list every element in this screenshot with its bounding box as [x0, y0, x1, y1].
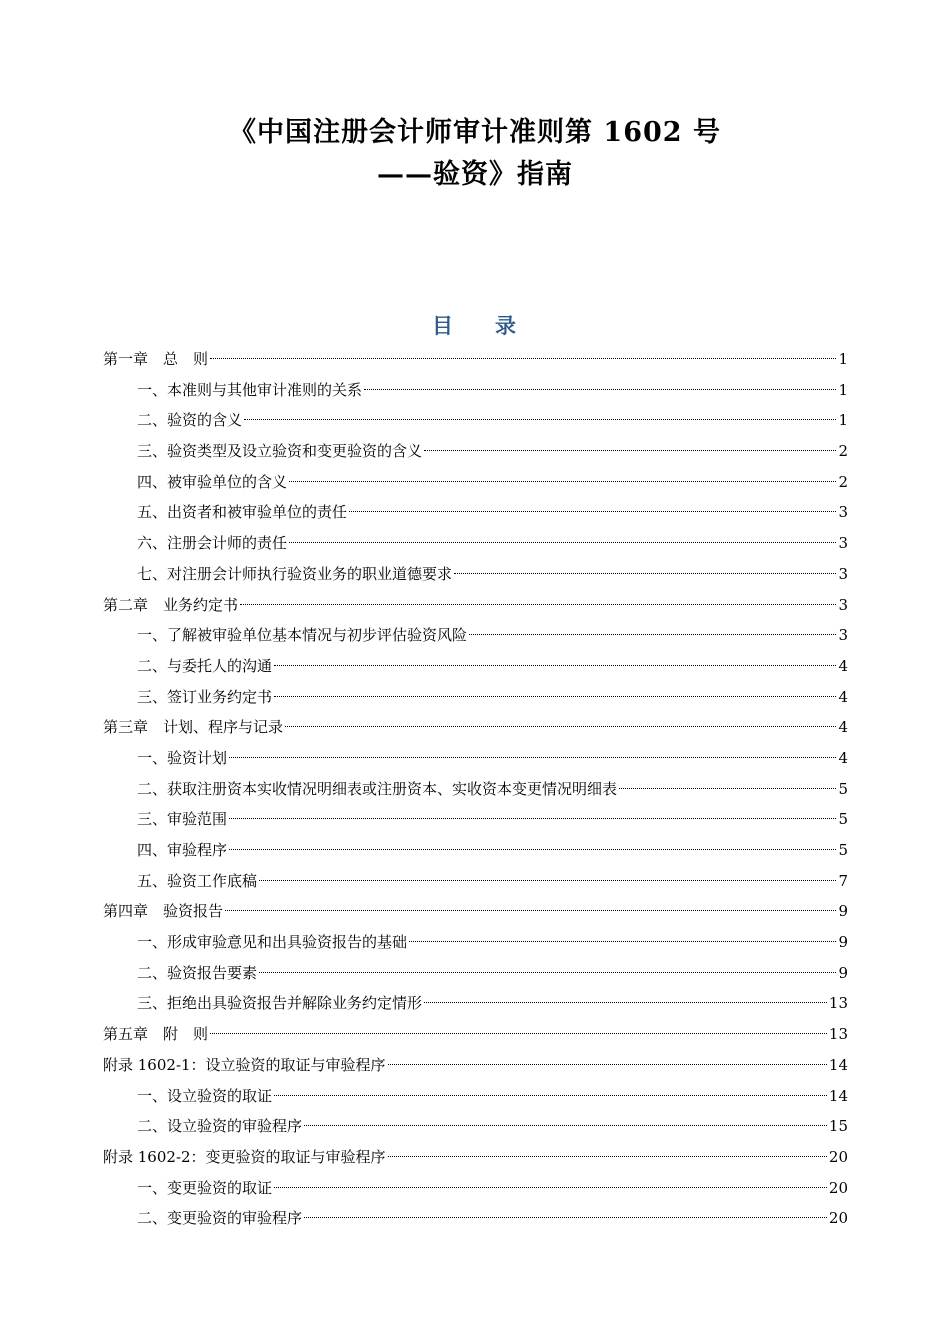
toc-dot-leader [304, 1217, 827, 1218]
toc-entry-title: 第二章 业务约定书 [103, 595, 239, 614]
toc-dot-leader [469, 634, 836, 635]
toc-dot-leader [304, 1125, 827, 1126]
toc-section-entry[interactable] [103, 1111, 848, 1142]
toc-section-entry[interactable] [103, 651, 848, 682]
toc-page-number: 20 [828, 1209, 848, 1228]
toc-dot-leader [244, 419, 836, 420]
toc-dot-leader [388, 1064, 827, 1065]
toc-dot-leader [225, 910, 836, 911]
toc-dot-leader [229, 757, 836, 758]
toc-page-number: 4 [838, 718, 848, 737]
toc-section-entry[interactable] [103, 927, 848, 958]
toc-section-entry[interactable] [103, 436, 848, 467]
toc-entry-title: 四、被审验单位的含义 [137, 472, 288, 491]
toc-entry-title: 三、审验范围 [137, 810, 228, 829]
toc-entry-title: 一、设立验资的取证 [137, 1086, 273, 1105]
toc-section-entry[interactable] [103, 988, 848, 1019]
toc-dot-leader [289, 542, 836, 543]
toc-entry-title: 一、验资计划 [137, 748, 228, 767]
toc-entry-title: 三、拒绝出具验资报告并解除业务约定情形 [137, 994, 423, 1013]
toc-page-number: 14 [828, 1055, 848, 1074]
toc-section-entry[interactable] [103, 958, 848, 989]
toc-dot-leader [274, 696, 836, 697]
document-title-line-1: 《中国注册会计师审计准则第 1602 号 [229, 117, 721, 148]
toc-page-number: 4 [838, 748, 848, 767]
toc-section-entry[interactable] [103, 835, 848, 866]
toc-dot-leader [229, 849, 836, 850]
toc-dot-leader [274, 1095, 827, 1096]
toc-section-entry[interactable] [103, 743, 848, 774]
toc-section-entry[interactable] [103, 405, 848, 436]
toc-section-entry[interactable] [103, 866, 848, 897]
toc-page-number: 13 [828, 1025, 848, 1044]
toc-page-number: 3 [838, 564, 848, 583]
toc-entry-title: 七、对注册会计师执行验资业务的职业道德要求 [137, 564, 453, 583]
toc-chapter-entry[interactable] [103, 1050, 848, 1081]
toc-page-number: 1 [838, 380, 848, 399]
toc-entry-title: 六、注册会计师的责任 [137, 534, 288, 553]
toc-page-number: 1 [838, 411, 848, 430]
toc-page-number: 5 [838, 779, 848, 798]
toc-page-number: 4 [838, 687, 848, 706]
toc-dot-leader [210, 1033, 827, 1034]
toc-entry-title: 第三章 计划、程序与记录 [103, 718, 284, 737]
toc-entry-title: 第一章 总 则 [103, 350, 209, 368]
toc-heading-char-2: 录 [495, 314, 518, 338]
toc-dot-leader [424, 450, 836, 451]
document-title-line-2: ——验资》指南 [377, 159, 573, 190]
toc-page-number: 3 [838, 534, 848, 553]
toc-dot-leader [409, 941, 836, 942]
toc-section-entry[interactable] [103, 1203, 848, 1234]
toc-entry-title: 第四章 验资报告 [103, 902, 224, 921]
toc-entry-title: 二、验资报告要素 [137, 963, 258, 982]
toc-page-number: 9 [838, 963, 848, 982]
toc-entry-title: 附录 1602-1：设立验资的取证与审验程序 [103, 1055, 386, 1074]
toc-dot-leader [364, 389, 836, 390]
toc-chapter-entry[interactable] [103, 344, 848, 375]
toc-section-entry[interactable] [103, 559, 848, 590]
toc-chapter-entry[interactable] [103, 590, 848, 621]
toc-page-number: 13 [828, 994, 848, 1013]
toc-dot-leader [240, 604, 836, 605]
toc-page-number: 5 [838, 841, 848, 859]
toc-page-number: 9 [838, 933, 848, 952]
toc-chapter-entry[interactable] [103, 712, 848, 743]
toc-entry-title: 四、审验程序 [137, 841, 228, 859]
toc-heading [0, 310, 950, 340]
toc-page-number: 20 [828, 1178, 848, 1197]
toc-entry-title: 附录 1602-2：变更验资的取证与审验程序 [103, 1147, 386, 1166]
toc-dot-leader [424, 1002, 827, 1003]
toc-entry-title: 五、出资者和被审验单位的责任 [137, 503, 348, 522]
toc-chapter-entry[interactable] [103, 1142, 848, 1173]
toc-dot-leader [274, 1187, 827, 1188]
toc-page-number: 4 [838, 656, 848, 675]
toc-dot-leader [619, 788, 836, 789]
toc-chapter-entry[interactable] [103, 896, 848, 927]
toc-section-entry[interactable] [103, 467, 848, 498]
toc-section-entry[interactable] [103, 1081, 848, 1112]
toc-dot-leader [259, 972, 836, 973]
toc-entry-title: 五、验资工作底稿 [137, 871, 258, 890]
toc-section-entry[interactable] [103, 497, 848, 528]
toc-page-number: 3 [838, 595, 848, 614]
toc-page-number: 7 [838, 871, 848, 890]
toc-entry-title: 三、签订业务约定书 [137, 687, 273, 706]
toc-page-number: 2 [838, 472, 848, 491]
toc-entry-title: 二、验资的含义 [137, 411, 243, 430]
document-title [0, 112, 950, 196]
toc-heading-char-1: 目 [432, 314, 455, 338]
toc-section-entry[interactable] [103, 528, 848, 559]
toc-page-number: 9 [838, 902, 848, 921]
toc-entry-title: 一、变更验资的取证 [137, 1178, 273, 1197]
toc-dot-leader [388, 1156, 827, 1157]
toc-page-number: 20 [828, 1147, 848, 1166]
toc-page-number: 5 [838, 810, 848, 829]
toc-chapter-entry[interactable] [103, 1019, 848, 1050]
toc-entry-title: 一、形成审验意见和出具验资报告的基础 [137, 933, 408, 952]
toc-section-entry[interactable] [103, 620, 848, 651]
toc-list [103, 344, 848, 1234]
toc-dot-leader [229, 818, 836, 819]
toc-page-number: 3 [838, 626, 848, 645]
toc-page-number: 2 [838, 442, 848, 461]
toc-entry-title: 第五章 附 则 [103, 1025, 209, 1044]
toc-dot-leader [274, 665, 836, 666]
toc-dot-leader [259, 880, 836, 881]
toc-page-number: 14 [828, 1086, 848, 1105]
toc-dot-leader [210, 358, 836, 359]
toc-entry-title: 一、了解被审验单位基本情况与初步评估验资风险 [137, 626, 468, 645]
toc-section-entry[interactable] [103, 682, 848, 713]
toc-dot-leader [454, 573, 836, 574]
toc-dot-leader [285, 726, 836, 727]
toc-section-entry[interactable] [103, 804, 848, 835]
toc-entry-title: 二、与委托人的沟通 [137, 656, 273, 675]
toc-dot-leader [349, 511, 836, 512]
toc-section-entry[interactable] [103, 1173, 848, 1204]
toc-section-entry[interactable] [103, 375, 848, 406]
toc-dot-leader [289, 481, 836, 482]
toc-entry-title: 二、变更验资的审验程序 [137, 1209, 303, 1228]
toc-entry-title: 三、验资类型及设立验资和变更验资的含义 [137, 442, 423, 461]
toc-entry-title: 二、获取注册资本实收情况明细表或注册资本、实收资本变更情况明细表 [137, 779, 618, 798]
toc-section-entry[interactable] [103, 774, 848, 805]
toc-page-number: 15 [828, 1117, 848, 1136]
toc-entry-title: 二、设立验资的审验程序 [137, 1117, 303, 1136]
toc-page-number: 1 [838, 350, 848, 368]
toc-entry-title: 一、本准则与其他审计准则的关系 [137, 380, 363, 399]
toc-page-number: 3 [838, 503, 848, 522]
